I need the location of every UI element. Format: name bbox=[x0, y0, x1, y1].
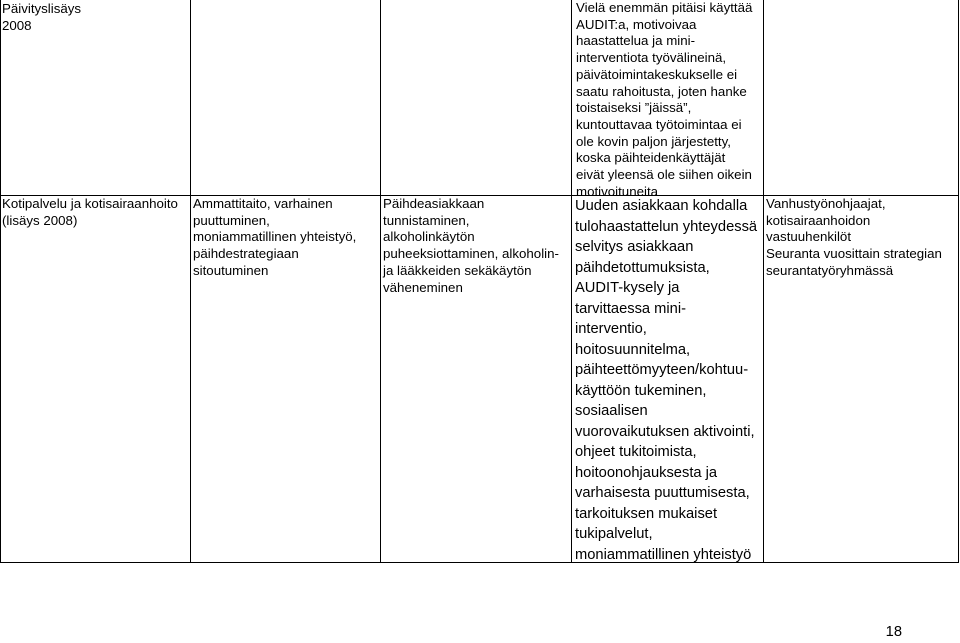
table-divider-col2 bbox=[380, 0, 381, 563]
table-divider-col1 bbox=[190, 0, 191, 563]
cell-r2-c4: Uuden asiakkaan kohdalla tulohaastattelun yhteydessä selvitys asiakkaan päihdetottumuksista, AUDIT-kysely ja tarvittaessa mini- interventio, hoitosuunnitelma, päihteettömyyteen/kohtuu- käyttöön tukeminen, sosiaalisen vuorovaikutuksen aktivointi, ohjeet tukitoimista, hoitoonohjauksesta ja varhaisesta puuttumisesta, tarkoituksen mukaiset tukipalvelut, moniammatillinen yhteistyö bbox=[575, 198, 758, 563]
table-border-right bbox=[958, 0, 959, 563]
table-border-bottom bbox=[0, 562, 959, 563]
cell-r2-c2: Ammattitaito, varhainen puuttuminen, moniammatillinen yhteistyö, päihdestrategiaan sitoutuminen bbox=[193, 196, 357, 278]
cell-r2-c1: Kotipalvelu ja kotisairaanhoito (lisäys 2008) bbox=[2, 196, 178, 228]
cell-r2-c3: Päihdeasiakkaan tunnistaminen, alkoholinkäytön puheeksiottaminen, alkoholin- ja lääkkeiden sekäkäytön väheneminen bbox=[383, 196, 559, 295]
page-number: 18 bbox=[885, 624, 902, 640]
table-divider-col3 bbox=[571, 0, 572, 563]
cell-r1-c4: Vielä enemmän pitäisi käyttää AUDIT:a, motivoivaa haastattelua ja mini- interventiota työvälineinä, päivätoimintakeskukselle ei saatu rahoitusta, joten hanke toistaiseksi ”jäissä”, kuntouttavaa työtoimintaa ei ole kovin paljon järjestetty, koska päihteidenkäyttäjät eivät yleensä ole siihen oikein motivoituneita bbox=[576, 0, 753, 199]
cell-r2-c5: Vanhustyönohjaajat, kotisairaanhoidon vastuuhenkilöt Seuranta vuosittain strategian seurantatyöryhmässä bbox=[766, 196, 942, 278]
cell-r1-c1: Päivityslisäys 2008 bbox=[2, 1, 82, 33]
table-border-left bbox=[0, 0, 1, 563]
